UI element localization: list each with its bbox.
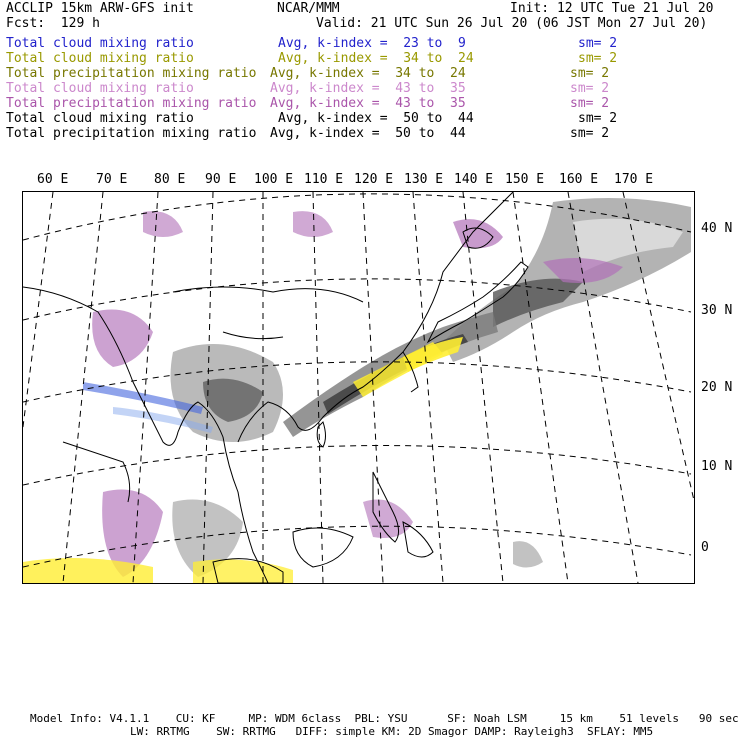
field-4-name: Total cloud mixing ratio — [6, 81, 194, 96]
lat-label-30n: 30 N — [701, 303, 733, 318]
lon-label-130e: 130 E — [404, 172, 444, 187]
lat-label-10n: 10 N — [701, 459, 733, 474]
field-3-sm: sm= 2 — [570, 66, 610, 81]
field-7-sm: sm= 2 — [570, 126, 610, 141]
lon-label-110e: 110 E — [304, 172, 344, 187]
map-panel — [22, 191, 695, 584]
field-3-name: Total precipitation mixing ratio — [6, 66, 257, 81]
field-5-sm: sm= 2 — [570, 96, 610, 111]
field-5-name: Total precipitation mixing ratio — [6, 96, 257, 111]
field-7-name: Total precipitation mixing ratio — [6, 126, 257, 141]
field-1-sm: sm= 2 — [578, 36, 618, 51]
field-2-sm: sm= 2 — [578, 51, 618, 66]
lon-label-170e: 170 E — [614, 172, 654, 187]
lon-label-60e: 60 E — [37, 172, 69, 187]
lat-label-20n: 20 N — [701, 380, 733, 395]
lon-label-140e: 140 E — [454, 172, 494, 187]
field-6-name: Total cloud mixing ratio — [6, 111, 194, 126]
field-2-avg: Avg, k-index = 34 to 24 — [278, 51, 474, 66]
field-7-avg: Avg, k-index = 50 to 44 — [270, 126, 466, 141]
field-1-avg: Avg, k-index = 23 to 9 — [278, 36, 466, 51]
field-4-avg: Avg, k-index = 43 to 35 — [270, 81, 466, 96]
lon-label-160e: 160 E — [559, 172, 599, 187]
lon-label-120e: 120 E — [354, 172, 394, 187]
model-info-line-1: Model Info: V4.1.1 CU: KF MP: WDM 6class PBL: YSU SF: Noah LSM 15 km 51 levels 90 sec — [30, 712, 739, 725]
field-5-avg: Avg, k-index = 43 to 35 — [270, 96, 466, 111]
lon-label-80e: 80 E — [154, 172, 186, 187]
valid-time: Valid: 21 UTC Sun 26 Jul 20 (06 JST Mon 27 Jul 20) — [316, 16, 708, 31]
lon-label-150e: 150 E — [505, 172, 545, 187]
field-1-name: Total cloud mixing ratio — [6, 36, 194, 51]
field-6-avg: Avg, k-index = 50 to 44 — [278, 111, 474, 126]
lon-label-100e: 100 E — [254, 172, 294, 187]
forecast-hour: Fcst: 129 h — [6, 16, 100, 31]
lat-label-40n: 40 N — [701, 221, 733, 236]
lat-label-0: 0 — [701, 540, 709, 555]
organization-label: NCAR/MMM — [277, 1, 340, 16]
field-4-sm: sm= 2 — [570, 81, 610, 96]
lon-label-70e: 70 E — [96, 172, 128, 187]
field-2-name: Total cloud mixing ratio — [6, 51, 194, 66]
field-6-sm: sm= 2 — [578, 111, 618, 126]
field-3-avg: Avg, k-index = 34 to 24 — [270, 66, 466, 81]
init-time: Init: 12 UTC Tue 21 Jul 20 — [510, 1, 714, 16]
lon-label-90e: 90 E — [205, 172, 237, 187]
map-canvas — [23, 192, 694, 583]
model-info-line-2: LW: RRTMG SW: RRTMG DIFF: simple KM: 2D Smagor DAMP: Rayleigh3 SFLAY: MM5 — [130, 725, 654, 738]
model-title: ACCLIP 15km ARW-GFS init — [6, 1, 194, 16]
